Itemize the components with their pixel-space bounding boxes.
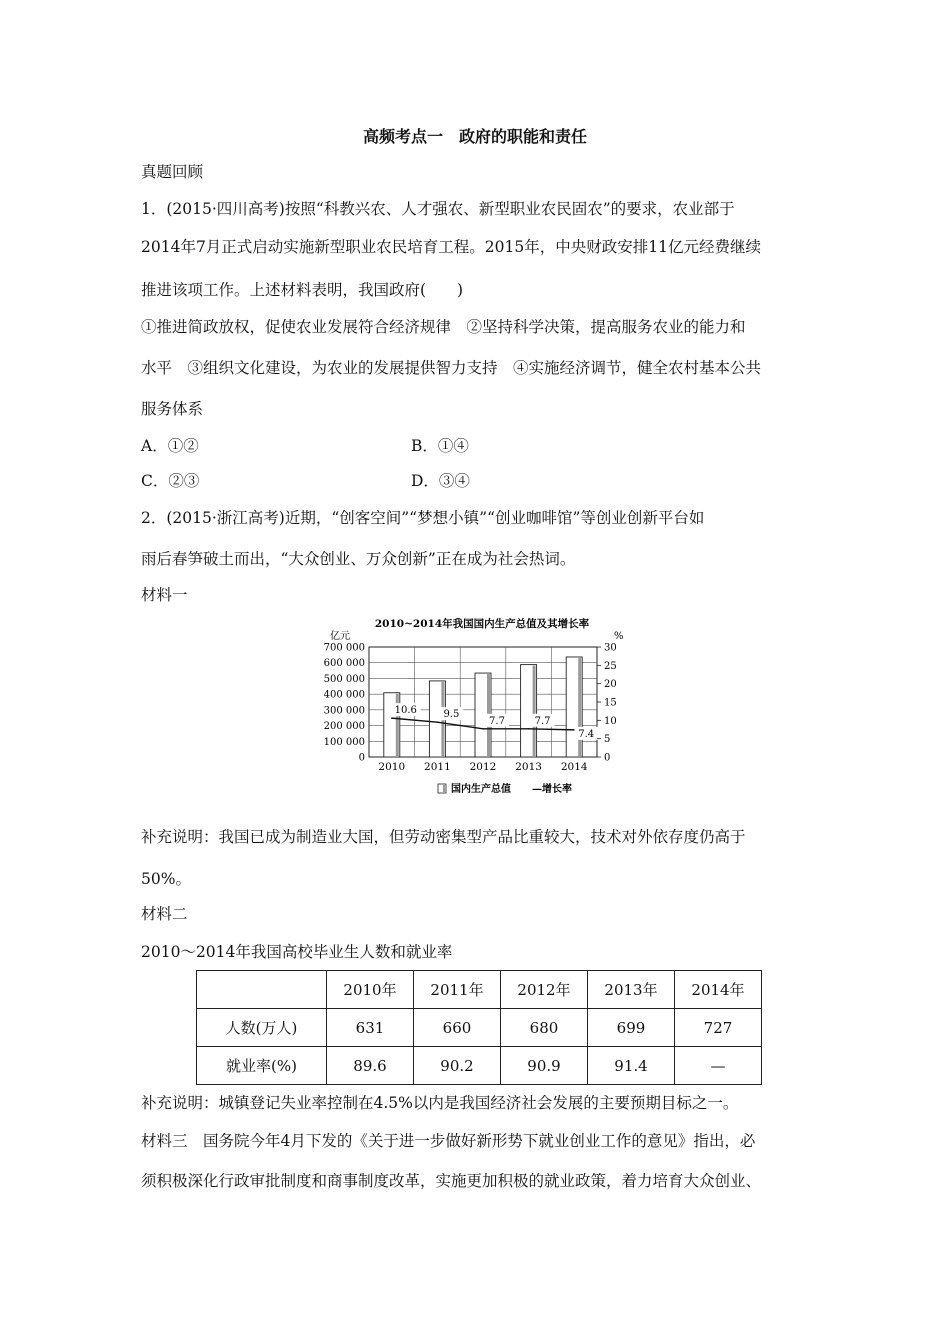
gdp-chart-svg bbox=[322, 612, 642, 804]
table-header-cell: 2012年 bbox=[501, 971, 588, 1009]
right-tick-label: 15 bbox=[604, 697, 617, 709]
supplement-1-line-1: 补充说明：我国已成为制造业大国，但劳动密集型产品比重较大，技术对外依存度仍高于 bbox=[141, 828, 746, 846]
table-row bbox=[197, 1047, 762, 1085]
right-tick-label: 10 bbox=[604, 715, 617, 727]
table-header-cell: 2014年 bbox=[675, 971, 762, 1009]
left-tick-label: 100 000 bbox=[323, 736, 365, 748]
table-header-cell: 2013年 bbox=[588, 971, 675, 1009]
q1-line-5: 水平 ③组织文化建设，为农业的发展提供智力支持 ④实施经济调节，健全农村基本公共 bbox=[141, 359, 762, 377]
q2-line-1: 2．(2015·浙江高考)近期，“创客空间”“梦想小镇”“创业咖啡馆”等创业创新平台如 bbox=[141, 509, 705, 527]
table-cell: 631 bbox=[327, 1009, 414, 1047]
material-1-label: 材料一 bbox=[141, 586, 188, 604]
right-tick-label: 30 bbox=[604, 642, 617, 654]
growth-rate-data-label: 7.7 bbox=[534, 715, 551, 727]
section-heading: 真题回顾 bbox=[141, 163, 204, 181]
left-tick-label: 700 000 bbox=[323, 642, 365, 654]
left-tick-label: 200 000 bbox=[323, 721, 365, 733]
graduates-table bbox=[196, 970, 762, 1085]
table-header-row bbox=[197, 971, 762, 1009]
left-tick-label: 300 000 bbox=[323, 705, 365, 717]
table-cell: 90.2 bbox=[414, 1047, 501, 1085]
table-cell: 91.4 bbox=[588, 1047, 675, 1085]
left-tick-label: 600 000 bbox=[323, 658, 365, 670]
left-tick-label: 0 bbox=[358, 752, 365, 764]
table-header-cell bbox=[197, 971, 327, 1009]
q1-line-2: 2014年7月正式启动实施新型职业农民培育工程。2015年，中央财政安排11亿元经费继续 bbox=[141, 238, 761, 256]
q2-line-2: 雨后春笋破土而出，“大众创业、万众创新”正在成为社会热词。 bbox=[141, 550, 576, 568]
right-axis-unit: % bbox=[614, 631, 624, 642]
x-tick-label: 2012 bbox=[469, 761, 497, 773]
x-tick-label: 2013 bbox=[515, 761, 542, 773]
x-tick-label: 2014 bbox=[560, 761, 588, 773]
left-tick-label: 500 000 bbox=[323, 673, 365, 685]
growth-rate-data-label: 9.5 bbox=[443, 709, 460, 721]
legend-gdp-label: 国内生产总值 bbox=[451, 784, 511, 795]
table-row bbox=[197, 1009, 762, 1047]
table-cell: 680 bbox=[501, 1009, 588, 1047]
table-cell: 699 bbox=[588, 1009, 675, 1047]
option-c: C．②③ bbox=[141, 472, 200, 490]
table-header-cell: 2011年 bbox=[414, 971, 501, 1009]
left-tick-label: 400 000 bbox=[323, 689, 365, 701]
table-cell: — bbox=[675, 1047, 762, 1085]
x-tick-label: 2011 bbox=[424, 761, 451, 773]
legend-rate-label: —增长率 bbox=[532, 784, 572, 795]
table-cell: 就业率(%) bbox=[197, 1047, 327, 1085]
gdp-chart bbox=[322, 612, 642, 804]
table-cell: 90.9 bbox=[501, 1047, 588, 1085]
supplement-2: 补充说明：城镇登记失业率控制在4.5%以内是我国经济社会发展的主要预期目标之一。 bbox=[141, 1094, 739, 1112]
left-axis-unit: 亿元 bbox=[330, 631, 350, 642]
option-b: B．①④ bbox=[411, 437, 469, 455]
table-cell: 89.6 bbox=[327, 1047, 414, 1085]
q1-line-1: 1．(2015·四川高考)按照“科教兴农、人才强农、新型职业农民固农”的要求，农业部于 bbox=[141, 200, 735, 218]
growth-rate-point bbox=[437, 721, 439, 723]
right-tick-label: 20 bbox=[604, 679, 617, 691]
chart-title: 2010~2014年我国国内生产总值及其增长率 bbox=[374, 618, 590, 630]
growth-rate-point bbox=[482, 728, 484, 730]
option-a: A．①② bbox=[141, 437, 199, 455]
x-tick-label: 2010 bbox=[378, 761, 406, 773]
gdp-bar-shade bbox=[533, 666, 536, 757]
supplement-1-line-2: 50%。 bbox=[141, 870, 191, 888]
right-tick-label: 25 bbox=[604, 660, 617, 672]
q1-line-4: ①推进简政放权，促使农业发展符合经济规律 ②坚持科学决策，提高服务农业的能力和 bbox=[141, 318, 746, 336]
table-cell: 727 bbox=[675, 1009, 762, 1047]
table-cell: 人数(万人) bbox=[197, 1009, 327, 1047]
growth-rate-data-label: 7.7 bbox=[489, 715, 505, 727]
material-3-line-1: 材料三 国务院今年4月下发的《关于进一步做好新形势下就业创业工作的意见》指出，必 bbox=[141, 1132, 756, 1150]
growth-rate-data-label: 7.4 bbox=[578, 728, 595, 740]
growth-rate-data-label: 10.6 bbox=[394, 705, 417, 717]
table-header-cell: 2010年 bbox=[327, 971, 414, 1009]
legend-bar-swatch-shade bbox=[443, 785, 445, 792]
table-title: 2010～2014年我国高校毕业生人数和就业率 bbox=[141, 943, 453, 961]
growth-rate-point bbox=[528, 728, 530, 730]
material-2-label: 材料二 bbox=[141, 905, 188, 923]
material-3-line-2: 须积极深化行政审批制度和商事制度改革，实施更加积极的就业政策，着力培育大众创业、 bbox=[141, 1172, 762, 1190]
right-tick-label: 5 bbox=[604, 734, 611, 746]
q1-line-3: 推进该项工作。上述材料表明，我国政府( ) bbox=[141, 281, 464, 299]
right-tick-label: 0 bbox=[604, 752, 611, 764]
option-d: D．③④ bbox=[411, 472, 470, 490]
growth-rate-point bbox=[391, 717, 393, 719]
table-cell: 660 bbox=[414, 1009, 501, 1047]
q1-line-6: 服务体系 bbox=[141, 400, 204, 418]
page-title: 高频考点一 政府的职能和责任 bbox=[362, 127, 587, 146]
gdp-bar-shade bbox=[578, 658, 581, 757]
